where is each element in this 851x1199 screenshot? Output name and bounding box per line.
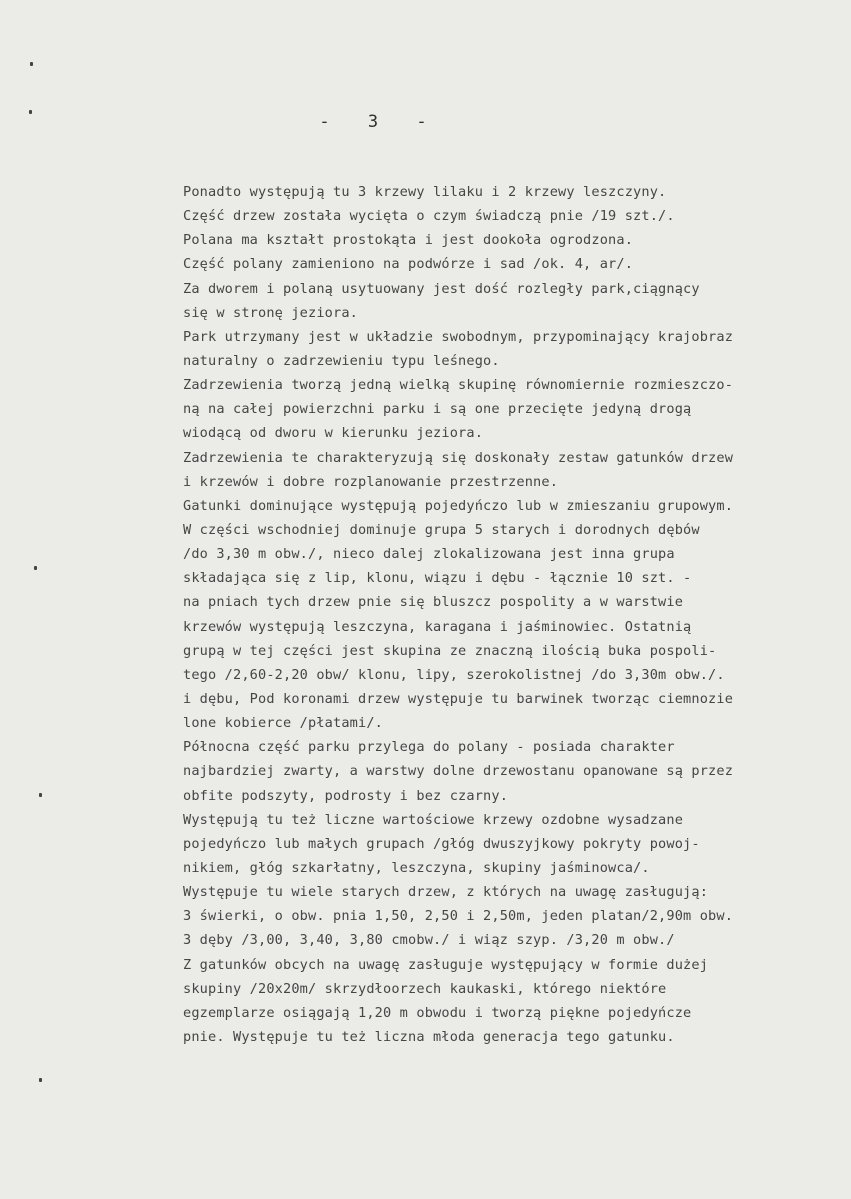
text-line: nikiem, głóg szkarłatny, leszczyna, skupiny jaśminowca/. [183, 859, 650, 876]
text-line: krzewów występują leszczyna, karagana i jaśminowiec. Ostatnią [183, 618, 692, 635]
page-number: - 3 - [319, 112, 441, 132]
text-line: Gatunki dominujące występują pojedyńczo lub w zmieszaniu grupowym. [183, 497, 734, 514]
punch-mark [39, 1078, 42, 1082]
text-line: naturalny o zadrzewieniu typu leśnego. [183, 352, 500, 369]
text-line: na pniach tych drzew pnie się bluszcz pospolity a w warstwie [183, 594, 684, 611]
text-line: Z gatunków obcych na uwagę zasługuje występujący w formie dużej [183, 956, 709, 973]
text-line: Część drzew została wycięta o czym świadczą pnie /19 szt./. [183, 208, 675, 225]
punch-mark [34, 566, 37, 570]
text-line: Występuje tu wiele starych drzew, z których na uwagę zasługują: [183, 884, 709, 901]
text-line: /do 3,30 m obw./, nieco dalej zlokalizowana jest inna grupa [183, 546, 675, 563]
text-line: Ponadto występują tu 3 krzewy lilaku i 2 krzewy leszczyny. [183, 184, 667, 200]
text-line: pojedyńczo lub małych grupach /głóg dwuszyjkowy pokryty powoj- [183, 835, 700, 852]
text-line: 3 świerki, o obw. pnia 1,50, 2,50 i 2,50m, jeden platan/2,90m obw. [183, 908, 734, 925]
text-line: W części wschodniej dominuje grupa 5 starych i dorodnych dębów [183, 521, 700, 538]
text-line: Występują tu też liczne wartościowe krzewy ozdobne wysadzane [183, 811, 684, 828]
text-line: Park utrzymany jest w układzie swobodnym, przypominający krajobraz [183, 328, 734, 345]
text-line: obfite podszyty, podrosty i bez czarny. [183, 787, 509, 804]
text-line: najbardziej zwarty, a warstwy dolne drzewostanu opanowane są przez [183, 763, 734, 780]
text-line: 3 dęby /3,00, 3,40, 3,80 cmobw./ i wiąz szyp. /3,20 m obw./ [183, 932, 675, 949]
text-line: i dębu, Pod koronami drzew występuje tu barwinek tworząc ciemnozie [183, 690, 734, 707]
text-line: Za dworem i polaną usytuowany jest dość rozległy park,ciągnący [183, 280, 700, 297]
punch-mark [30, 62, 33, 66]
text-line: ną na całej powierzchni parku i są one przecięte jedyną drogą [183, 401, 692, 418]
text-line: i krzewów i dobre rozplanowanie przestrzenne. [183, 473, 559, 490]
text-line: lone kobierce /płatami/. [183, 715, 384, 732]
text-line: Zadrzewienia te charakteryzują się doskonały zestaw gatunków drzew [183, 449, 734, 466]
text-line: egzemplarze osiągają 1,20 m obwodu i tworzą piękne pojedyńcze [183, 1004, 692, 1021]
text-line: pnie. Występuje tu też liczna młoda generacja tego gatunku. [183, 1028, 675, 1045]
typed-body-text [183, 180, 851, 1049]
text-line: się w stronę jeziora. [183, 304, 359, 321]
text-line: tego /2,60-2,20 obw/ klonu, lipy, szerokolistnej /do 3,30m obw./. [183, 666, 725, 683]
text-line: Zadrzewienia tworzą jedną wielką skupinę równomiernie rozmieszczo- [183, 377, 734, 394]
text-line: wiodącą od dworu w kierunku jeziora. [183, 425, 484, 442]
text-line: składająca się z lip, klonu, wiązu i dębu - łącznie 10 szt. - [183, 570, 692, 587]
text-line: Północna część parku przylega do polany - posiada charakter [183, 739, 675, 756]
text-line: Część polany zamieniono na podwórze i sad /ok. 4, ar/. [183, 256, 634, 273]
punch-mark [39, 793, 42, 797]
text-line: Polana ma kształt prostokąta i jest dookoła ogrodzona. [183, 232, 634, 249]
text-line: grupą w tej części jest skupina ze znaczną ilością buka pospoli- [183, 642, 717, 659]
text-line: skupiny /20x20m/ skrzydłoorzech kaukaski, którego niektóre [183, 980, 667, 997]
